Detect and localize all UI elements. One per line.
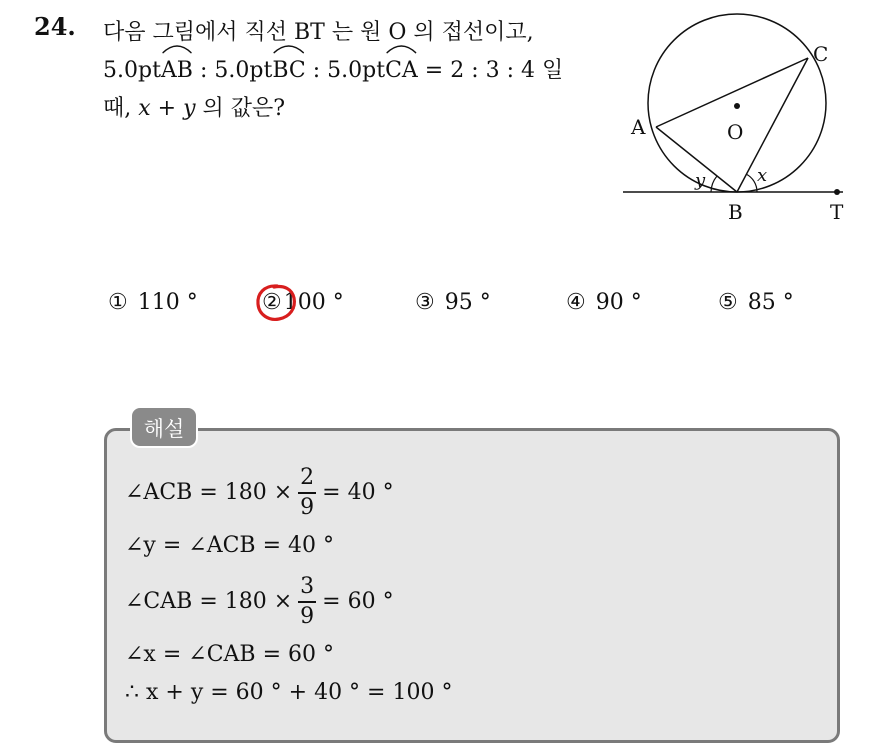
question-text	[103, 14, 603, 128]
label-o: O	[727, 120, 744, 144]
solution-line-5: ∴ x + y = 60 ° + 40 ° = 100 °	[125, 680, 453, 705]
solution-line-1	[125, 466, 394, 520]
choice-3-text: 95 °	[444, 290, 491, 315]
ratio-value: = 2 : 3 : 4 일	[417, 58, 564, 83]
label-b: B	[728, 200, 743, 224]
choice-2[interactable]	[262, 290, 344, 315]
label-y: y	[695, 170, 706, 191]
choice-1-text: 110 °	[137, 290, 198, 315]
arc-bc-label: BC	[272, 58, 306, 83]
choice-3-mark: ③	[415, 290, 435, 315]
choice-4-text: 90 °	[595, 290, 642, 315]
label-t: T	[830, 200, 844, 224]
circle-tangent-figure	[615, 10, 880, 230]
solution-line-4: ∠x = ∠CAB = 60 °	[125, 642, 334, 667]
chord-bc	[737, 58, 808, 192]
fraction-2-9	[298, 466, 316, 520]
chord-ac	[656, 58, 808, 127]
question-line-3	[103, 90, 603, 128]
choice-1-mark: ①	[108, 290, 128, 315]
arc-prefix-3: 5.0pt	[327, 58, 386, 83]
arc-bc	[272, 52, 305, 90]
label-x: x	[757, 165, 768, 186]
choice-2-mark: ②	[262, 290, 282, 315]
point-t-dot	[834, 189, 840, 195]
solution-line-3-lhs: ∠CAB = 180 ×	[125, 589, 293, 615]
angle-x-arc	[746, 174, 757, 192]
ratio-separator-1: :	[192, 58, 215, 83]
arc-prefix-1: 5.0pt	[103, 58, 161, 83]
solution-tab: 해설	[130, 406, 198, 448]
fraction-3-9-denominator: 9	[300, 603, 315, 629]
problem-number: 24.	[34, 12, 76, 41]
solution-line-2: ∠y = ∠ACB = 40 °	[125, 533, 335, 558]
arc-prefix-2: 5.0pt	[214, 58, 273, 83]
label-c: C	[813, 42, 829, 66]
label-a: A	[631, 115, 646, 139]
center-dot	[734, 103, 740, 109]
ratio-separator-2: :	[305, 58, 328, 83]
choice-4[interactable]	[566, 290, 642, 315]
fraction-3-9-numerator: 3	[300, 574, 315, 599]
arc-ab-label: AB	[160, 58, 193, 83]
question-line-2	[103, 52, 603, 90]
arc-ab	[161, 52, 193, 90]
choice-1[interactable]	[108, 290, 198, 315]
solution-line-1-lhs: ∠ACB = 180 ×	[125, 480, 293, 506]
question-prefix: 때,	[103, 96, 139, 121]
answer-choices	[108, 290, 868, 330]
fraction-bar	[298, 492, 316, 494]
choice-4-mark: ④	[566, 290, 586, 315]
solution-line-3	[125, 575, 394, 629]
solution-line-1-rhs: = 40 °	[322, 480, 394, 506]
fraction-3-9	[298, 575, 316, 629]
choice-5-mark: ⑤	[718, 290, 738, 315]
solution-line-3-rhs: = 60 °	[322, 589, 394, 615]
selected-answer-ring-icon	[252, 280, 302, 326]
arc-ca	[385, 52, 418, 90]
question-expression: x + y	[138, 96, 196, 121]
choice-5-text: 85 °	[747, 290, 794, 315]
fraction-2-9-denominator: 9	[300, 494, 315, 520]
arc-ca-label: CA	[385, 58, 418, 83]
question-line-1: 다음 그림에서 직선 BT 는 원 O 의 접선이고,	[103, 20, 534, 45]
question-suffix: 의 값은?	[195, 96, 286, 121]
choice-2-text: 100 °	[283, 290, 344, 315]
choice-3[interactable]	[415, 290, 491, 315]
choice-5[interactable]	[718, 290, 794, 315]
fraction-2-9-numerator: 2	[300, 465, 315, 490]
fraction-bar	[298, 601, 316, 603]
